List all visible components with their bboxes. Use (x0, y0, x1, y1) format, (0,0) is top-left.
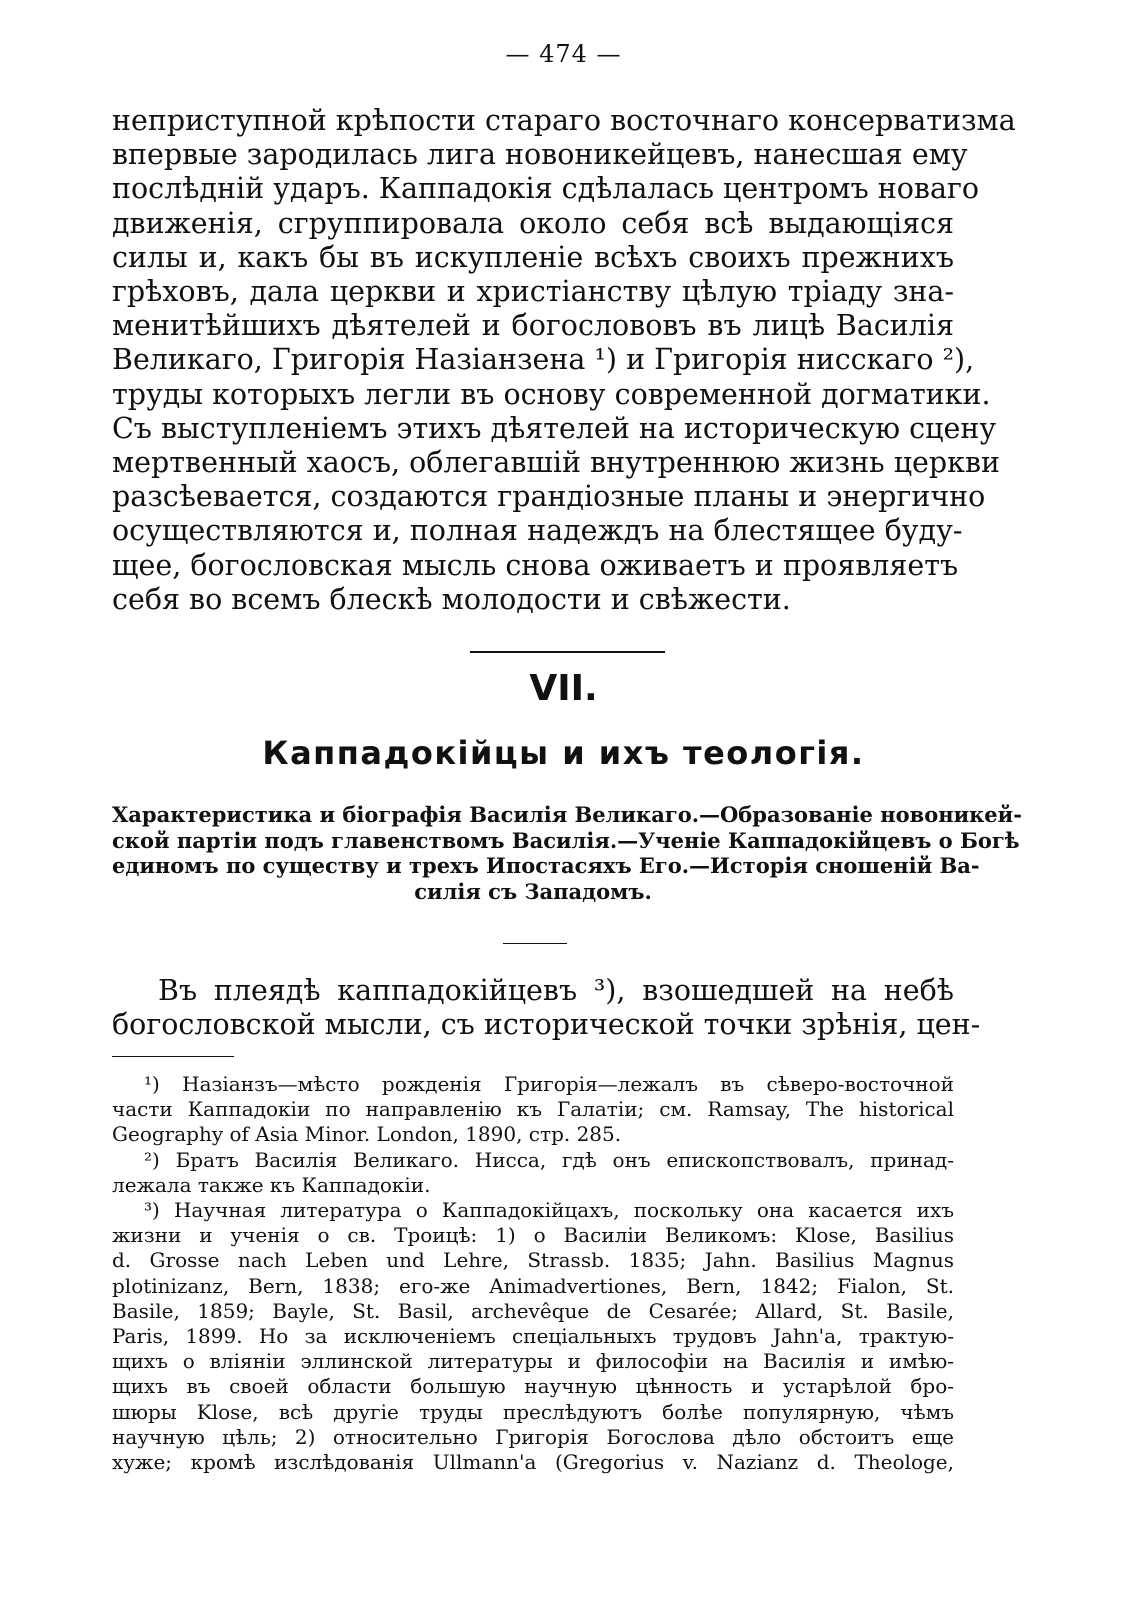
page-number: — 474 — (505, 40, 622, 68)
chapter-title: Каппадокійцы и ихъ теологія. (262, 734, 865, 772)
footnotes (112, 1072, 954, 1475)
footnote-1 (112, 1072, 954, 1148)
text-line: разсѣевается, создаются грандіозные планы и энергично (112, 480, 986, 514)
text-line: осуществляются и, полная надеждъ на блестящее буду- (112, 514, 963, 548)
text-line: щее, богословская мысль снова оживаетъ и проявляетъ (112, 548, 959, 582)
footnote-separator (112, 1056, 234, 1057)
footnote-line: ³) Научная литература о Каппадокійцахъ, поскольку она касается ихъ (144, 1198, 954, 1223)
footnote-line: части Каппадокіи по направленію къ Галатіи; см. Ramsay, The historical (112, 1097, 954, 1122)
summary-line: ской партіи подъ главенствомъ Василія.—Ученіе Каппадокійцевъ о Богѣ (112, 827, 1020, 853)
footnote-line: ¹) Назіанзъ—мѣсто рожденія Григорія—лежалъ въ сѣверо-восточной (144, 1072, 954, 1096)
summary-separator (503, 943, 567, 944)
text-line: богословской мысли, съ исторической точки зрѣнія, цен- (112, 1008, 981, 1042)
text-line: неприступной крѣпости стараго восточнаго консерватизма (112, 104, 1016, 137)
paragraph-continued (112, 104, 1016, 617)
text-line: Великаго, Григорія Назіанзена ¹) и Григорія нисскаго ²), (112, 343, 975, 377)
footnote-2 (112, 1148, 954, 1198)
footnote-line: d. Grosse nach Leben und Lehre, Strassb. 1835; Jahn. Basilius Magnus (112, 1248, 954, 1273)
text-line: мертвенный хаосъ, облегавшій внутреннюю жизнь церкви (112, 446, 1001, 480)
footnote-line: Geography of Asia Minor. London, 1890, стр. 285. (112, 1122, 622, 1147)
footnote-line: щихъ въ своей области большую научную цѣнность и устарѣлой бро- (112, 1374, 954, 1399)
footnote-line: лежала также къ Каппадокіи. (112, 1172, 431, 1197)
text-line: впервые зародилась лига новоникейцевъ, нанесшая ему (112, 138, 968, 172)
summary-line: единомъ по существу и трехъ Ипостасяхъ Его.—Исторія сношеній Ва- (112, 853, 980, 878)
text-line: Въ плеядѣ каппадокійцевъ ³), взошедшей на небѣ (158, 974, 954, 1007)
footnote-line: хуже; кромѣ изслѣдованія Ullmann'a (Gregorius v. Nazianz d. Theologe, (112, 1450, 954, 1475)
text-line: труды которыхъ легли въ основу современной догматики. (112, 377, 991, 411)
footnote-marker: ¹) (144, 1072, 160, 1096)
footnote-line: ²) Братъ Василія Великаго. Нисса, гдѣ онъ епископствовалъ, принад- (144, 1147, 954, 1172)
footnote-marker: ²) (144, 1147, 160, 1172)
text-line: послѣдній ударъ. Каппадокія сдѣлалась центромъ новаго (112, 172, 980, 206)
footnote-line: щихъ о вліяніи эллинской литературы и философіи на Василія и имѣю- (112, 1349, 954, 1374)
text-line: силы и, какъ бы въ искупленіе всѣхъ своихъ прежнихъ (112, 240, 954, 274)
summary-line: Характеристика и біографія Василія Великаго.—Образованіе новоникей- (112, 802, 1022, 827)
chapter-number: VII. (529, 668, 598, 709)
text-line: Съ выступленіемъ этихъ дѣятелей на историческую сцену (112, 411, 997, 445)
summary-line: силія съ Западомъ. (414, 878, 652, 904)
text-line: менитѣйшихъ дѣятелей и богослововъ въ лицѣ Василія (112, 309, 954, 343)
footnote-3 (112, 1198, 954, 1475)
paragraph-start (112, 974, 981, 1042)
footnote-line: шюры Klose, всѣ другіе труды преслѣдуютъ болѣе популярную, чѣмъ (112, 1399, 954, 1424)
footnote-line: Basile, 1859; Bayle, St. Basil, archevêque de Cesarée; Allard, St. Basile, (112, 1298, 954, 1323)
chapter-summary (112, 802, 1022, 904)
section-separator (470, 651, 665, 653)
text-line: движенія, сгруппировала около себя всѣ выдающіяся (112, 206, 954, 240)
footnote-line: научную цѣль; 2) относительно Григорія Богослова дѣло обстоитъ еще (112, 1424, 954, 1449)
footnote-marker: ³) (144, 1198, 160, 1223)
footnote-line: plotinizanz, Bern, 1838; его-же Animadvertiones, Bern, 1842; Fialon, St. (112, 1273, 954, 1298)
footnote-line: жизни и ученія о св. Троицѣ: 1) о Василіи Великомъ: Klose, Basilius (112, 1223, 954, 1248)
footnote-line: Paris, 1899. Но за исключеніемъ спеціальныхъ трудовъ Jahn'а, трактую- (112, 1324, 954, 1349)
text-line: грѣховъ, дала церкви и христіанству цѣлую тріаду зна- (112, 275, 954, 309)
text-line: себя во всемъ блескѣ молодости и свѣжести. (112, 582, 791, 616)
